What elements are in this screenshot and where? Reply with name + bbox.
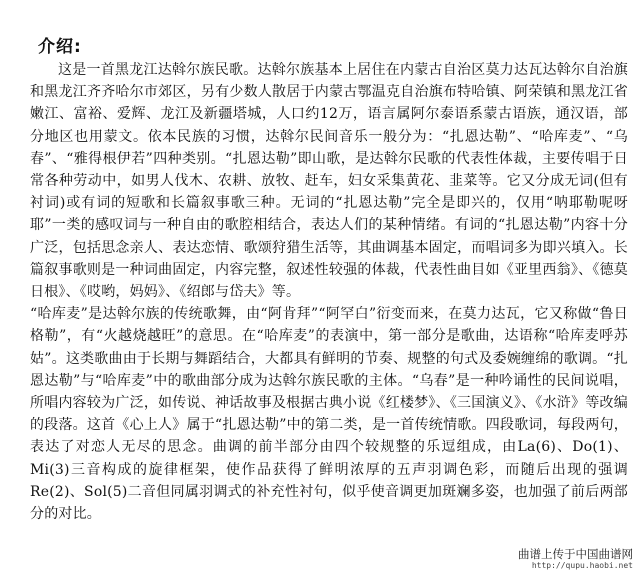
paragraph-hakumai: “哈库麦”是达斡尔族的传统歌舞，由“阿肯拜”“阿罕白”衍变而来，在莫力达瓦，它又称做“鲁日格勒”，有“火越烧越旺”的意思。在“哈库麦”的表演中，第一部分是歌曲，达语称“哈库麦呼苏姑”。这类歌曲由于长期与舞蹈结合，大都具有鲜明的节奏、规整的句式及委婉缠绵的歌调。“扎恩达勒”与“哈库麦”中的歌曲部分成为达斡尔族民歌的主体。“乌春”是一种吟诵性的民间说唱，所唱内容较为广泛，如传说、神话故事及根据古典小说《红楼梦》、《三国演义》、《水浒》等改编的段落。这首《心上人》属于“扎恩达勒”中的第二类，是一首传统情歌。四段歌词，每段两句，表达了对恋人无尽的思念。曲调的前半部分由四个较规整的乐逗组成，由La(6)、Do(1)、Mi(3)三音构成的旋律框架，使作品获得了鲜明浓厚的五声羽调色彩，而随后出现的强调Re(2)、Sol(5)二音但同属羽调式的补充性衬句，似乎使音调更加斑斓多姿，也加强了前后两部分的对比。 <box>30 306 628 523</box>
document <box>30 32 628 525</box>
paragraph-intro: 这是一首黑龙江达斡尔族民歌。达斡尔族基本上居住在内蒙古自治区莫力达瓦达斡尔自治旗和黑龙江齐齐哈尔市郊区，另有少数人散居于内蒙古鄂温克自治旗布特哈镇、阿荣镇和黑龙江省嫩江、富裕、爱辉、龙江及新疆塔城，人口约12万，语言属阿尔泰语系蒙古语族，通汉语，部分地区也用蒙文。依本民族的习惯，达斡尔民间音乐一般分为：“扎恩达勒”、“哈库麦”、“乌春”、“雅得根伊若”四种类别。“扎恩达勒”即山歌，是达斡尔民歌的代表性体裁，主要传唱于日常各种劳动中，如男人伐木、农耕、放牧、赶车，妇女采集黄花、韭菜等。它又分成无词(但有衬词)或有词的短歌和长篇叙事歌三种。无词的“扎恩达勒”完全是即兴的，仅用“呐耶勒呢呀耶”一类的感叹词与一种自由的歌腔相结合，表达人们的某种情绪。有词的“扎恩达勒”内容十分广泛，包括思念亲人、表达恋情、歌颂狩猎生活等，其曲调基本固定，而唱词多为即兴填入。长篇叙事歌则是一种词曲固定，内容完整，叙述性较强的体裁，代表性曲目如《亚里西翁》、《德莫日根》、《哎哟，妈妈》、《绍郎与岱夫》等。 <box>30 62 628 301</box>
watermark-url: http://qupu.haobi.net <box>531 561 633 570</box>
site-watermark <box>518 548 633 572</box>
section-heading: 介绍: <box>38 37 82 57</box>
watermark-text: 曲谱上传于中国曲谱网 <box>518 547 633 561</box>
body-text <box>30 59 628 525</box>
